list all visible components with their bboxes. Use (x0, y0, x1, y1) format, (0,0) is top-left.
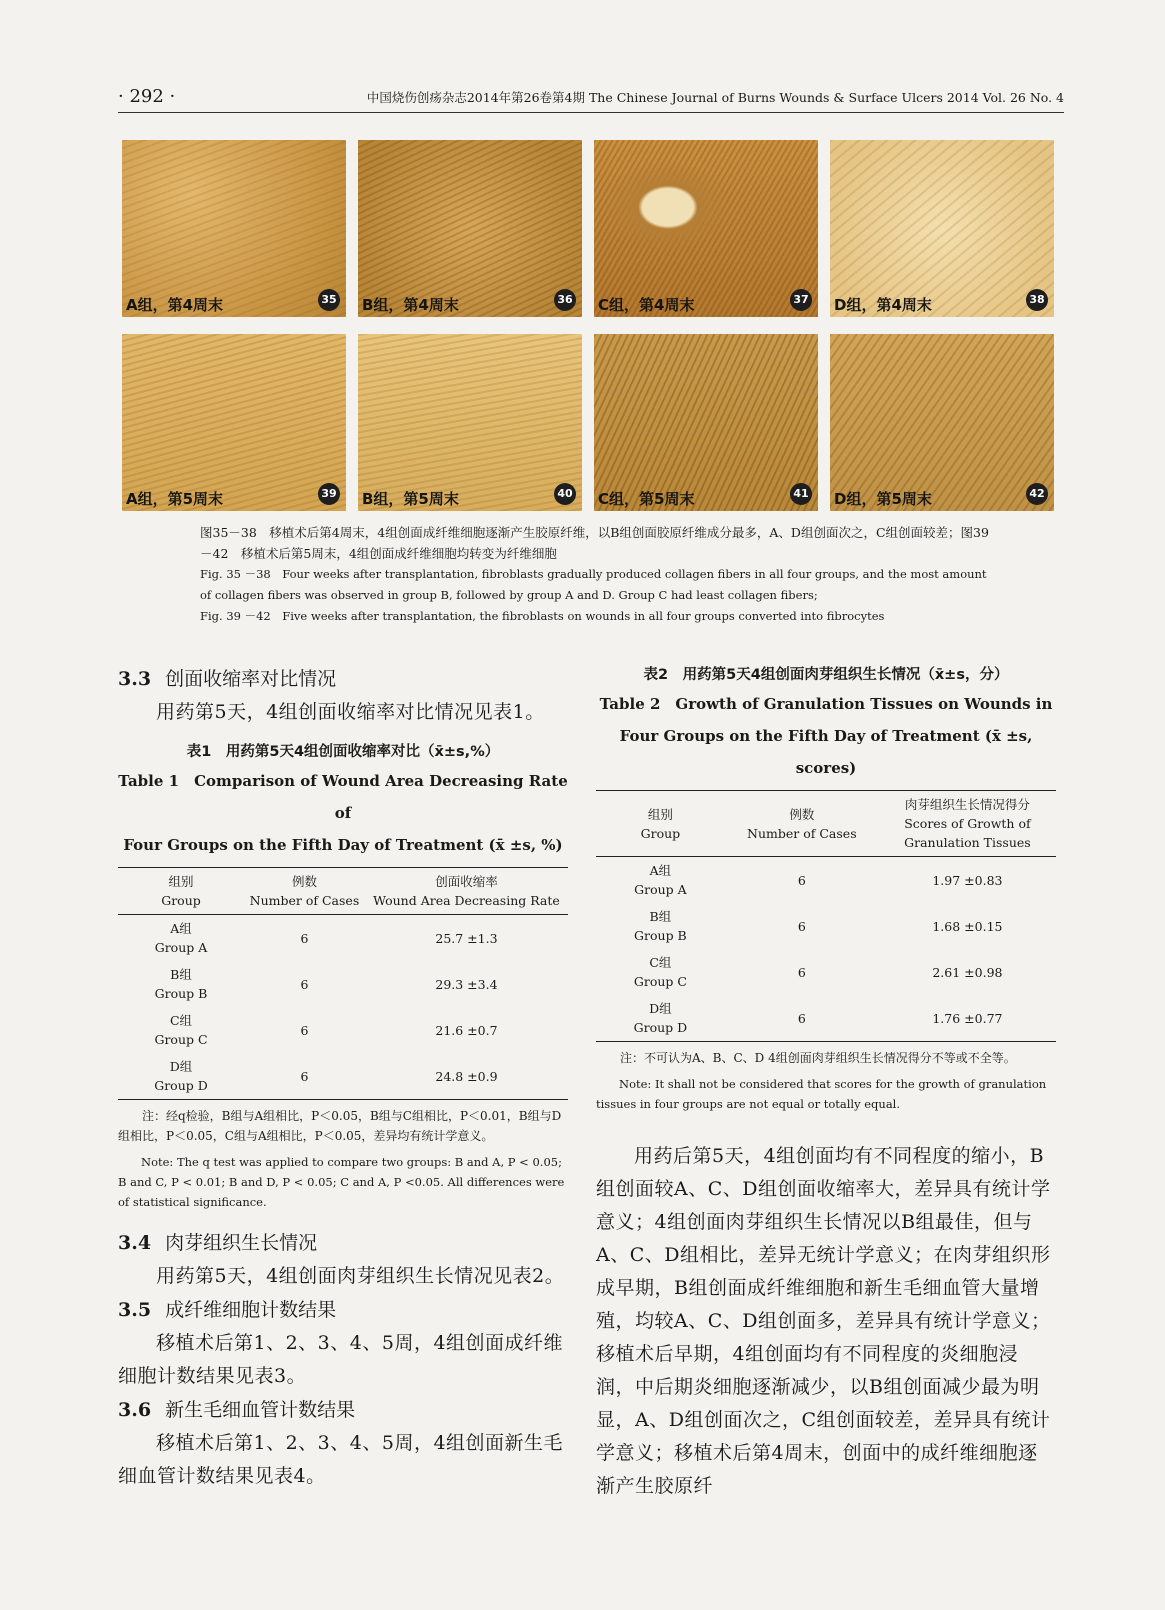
table-2-caption-cn: 表2 用药第5天4组创面肉芽组织生长情况（x̄±s，分） (643, 667, 1009, 683)
figure-number-badge: 36 (554, 289, 576, 311)
section-heading-3-5: 3.5 成纤维细胞计数结果 (118, 1299, 337, 1321)
figure-number-badge: 41 (790, 483, 812, 505)
section-text-3-3: 用药第5天，4组创面收缩率对比情况见表1。 (156, 701, 545, 723)
figure-number-badge: 35 (318, 289, 340, 311)
table-1-caption-en-1: Table 1 Comparison of Wound Area Decreasing Rate of (118, 772, 568, 822)
figure-number-badge: 40 (554, 483, 576, 505)
table-header-score: 肉芽组织生长情况得分 Scores of Growth of Granulation Tissues (879, 791, 1056, 857)
value-cell: 1.97 ±0.83 (932, 872, 1003, 888)
table-header-row (596, 791, 1056, 857)
table-2-caption-en-1: Table 2 Growth of Granulation Tissues on Wounds in (599, 695, 1053, 713)
figure-legend (200, 522, 990, 627)
group-cell: C组 Group C (154, 1013, 208, 1047)
figure-number-badge: 42 (1026, 483, 1048, 505)
table-row (596, 903, 1056, 949)
table-2-note-cn: 注：不可认为A、B、C、D 4组创面肉芽组织生长情况得分不等或不全等。 (620, 1051, 1016, 1065)
group-cell: B组 Group B (634, 909, 687, 943)
table-row (118, 961, 568, 1007)
micrograph-36 (358, 140, 582, 317)
figure-caption-label: D组，第5周末 (834, 490, 932, 508)
figure-number-badge: 38 (1026, 289, 1048, 311)
figure-caption-label: D组，第4周末 (834, 296, 932, 314)
table-row (596, 995, 1056, 1042)
section-text-3-4: 用药第5天，4组创面肉芽组织生长情况见表2。 (156, 1265, 565, 1287)
table-1 (118, 867, 568, 1100)
group-cell: D组 Group D (596, 995, 725, 1042)
section-heading-3-4: 3.4 肉芽组织生长情况 (118, 1232, 318, 1254)
section-heading-3-6: 3.6 新生毛细血管计数结果 (118, 1399, 356, 1421)
figure-caption-label: A组，第4周末 (126, 296, 224, 314)
micrograph-40 (358, 334, 582, 511)
group-cell: A组 Group A (634, 863, 687, 897)
group-cell: D组 Group D (118, 1053, 244, 1100)
cases-cell: 6 (244, 1053, 365, 1100)
micrograph-41 (594, 334, 818, 511)
table-header-cases: 例数 Number of Cases (725, 791, 879, 857)
cases-cell: 6 (300, 1022, 309, 1038)
group-cell: C组 Group C (633, 955, 687, 989)
value-cell: 25.7 ±1.3 (435, 930, 498, 946)
table-2-note-en: Note: It shall not be considered that scores for the growth of granulation tissues in four groups are not equal or totally equal. (596, 1077, 1047, 1111)
journal-title: 中国烧伤创疡杂志2014年第26卷第4期 The Chinese Journal of Burns Wounds & Surface Ulcers 2014 Vol. 26 No. 4 (366, 90, 1064, 105)
table-row (596, 949, 1056, 995)
cases-cell: 6 (300, 930, 309, 946)
section-text-3-6: 移植术后第1、2、3、4、5周，4组创面新生毛细血管计数结果见表4。 (118, 1432, 564, 1487)
cases-cell: 6 (797, 872, 806, 888)
table-header-rate: 创面收缩率 Wound Area Decreasing Rate (365, 868, 568, 915)
value-cell: 2.61 ±0.98 (932, 964, 1003, 980)
micrograph-38 (830, 140, 1054, 317)
value-cell: 21.6 ±0.7 (435, 1022, 498, 1038)
cases-cell: 6 (797, 964, 806, 980)
figure-caption-label: A组，第5周末 (126, 490, 224, 508)
table-row (118, 1007, 568, 1053)
table-1-caption-cn: 表1 用药第5天4组创面收缩率对比（x̄±s,%） (186, 744, 500, 760)
table-1-note-en: Note: The q test was applied to compare two groups: B and A, P < 0.05; B and C, P < 0.01; B and D, P < 0.05; C and A, P <0.05. All differences were of statistical significance. (118, 1155, 565, 1209)
table-header-row (118, 868, 568, 915)
right-column (596, 662, 1056, 1503)
value-cell: 1.76 ±0.77 (879, 995, 1056, 1042)
cases-cell: 6 (797, 918, 806, 934)
value-cell: 1.68 ±0.15 (932, 918, 1003, 934)
table-header-group: 组别 Group (118, 868, 244, 915)
group-cell: A组 Group A (154, 921, 208, 955)
micrograph-35 (122, 140, 346, 317)
value-cell: 29.3 ±3.4 (435, 976, 498, 992)
body-paragraph: 用药后第5天，4组创面均有不同程度的缩小，B组创面较A、C、D组创面收缩率大，差异具有统计学意义；4组创面肉芽组织生长情况以B组最佳，但与A、C、D组相比，差异无统计学意义；在肉芽组织形成早期，B组创面成纤维细胞和新生毛细血管大量增殖，均较A、C、D组创面多，差异具有统计学意义；移植术后早期，4组创面均有不同程度的炎细胞浸润，中后期炎细胞逐渐减少，以B组创面减少最为明显，A、D组创面次之，C组创面较差，差异具有统计学意义；移植术后第4周末，创面中的成纤维细胞逐渐产生胶原纤 (596, 1145, 1051, 1497)
cases-cell: 6 (300, 976, 309, 992)
figure-caption-label: C组，第5周末 (598, 490, 695, 508)
figure-caption-label: C组，第4周末 (598, 296, 695, 314)
table-row (596, 857, 1056, 904)
micrograph-42 (830, 334, 1054, 511)
cases-cell: 6 (725, 995, 879, 1042)
micrograph-37 (594, 140, 818, 317)
figure-caption-label: B组，第4周末 (362, 296, 459, 314)
table-1-note-cn: 注：经q检验，B组与A组相比，P＜0.05，B组与C组相比，P＜0.01，B组与D组相比，P＜0.05，C组与A组相比，P＜0.05，差异均有统计学意义。 (118, 1109, 562, 1143)
table-2 (596, 790, 1056, 1042)
table-header-cases: 例数 Number of Cases (244, 868, 365, 915)
left-column (118, 662, 568, 1493)
group-cell: B组 Group B (154, 967, 208, 1001)
table-row (118, 1053, 568, 1100)
section-heading-3-3: 3.3 创面收缩率对比情况 (118, 668, 337, 690)
figure-caption-label: B组，第5周末 (362, 490, 459, 508)
figure-number-badge: 37 (790, 289, 812, 311)
figure-legend-en-2: Fig. 39 －42 Five weeks after transplantation, the fibroblasts on wounds in all four groups converted into fibrocytes (200, 609, 885, 623)
section-text-3-5: 移植术后第1、2、3、4、5周，4组创面成纤维细胞计数结果见表3。 (118, 1332, 564, 1387)
figure-number-badge: 39 (318, 483, 340, 505)
figure-legend-en-1: Fig. 35 －38 Four weeks after transplantation, fibroblasts gradually produced collagen fibers in all four groups, and the most amount of collagen fibers was observed in group B, followed by group A and D. Group C had least collagen fibers; (200, 567, 987, 602)
running-header (118, 86, 1064, 113)
micrograph-39 (122, 334, 346, 511)
table-2-caption-en-2: Four Groups on the Fifth Day of Treatment (x̄ ±s, scores) (619, 727, 1033, 777)
figure-grid (122, 140, 1054, 513)
figure-legend-cn: 图35－38 移植术后第4周末，4组创面成纤维细胞逐渐产生胶原纤维，以B组创面胶原纤维成分最多，A、D组创面次之，C组创面较差；图39－42 移植术后第5周末，4组创面成纤维细胞均转变为纤维细胞 (200, 525, 989, 561)
value-cell: 24.8 ±0.9 (365, 1053, 568, 1100)
table-1-caption-en-2: Four Groups on the Fifth Day of Treatment (x̄ ±s, %) (123, 836, 563, 854)
table-row (118, 915, 568, 962)
table-header-group: 组别 Group (596, 791, 725, 857)
page-number: · 292 · (118, 86, 176, 107)
